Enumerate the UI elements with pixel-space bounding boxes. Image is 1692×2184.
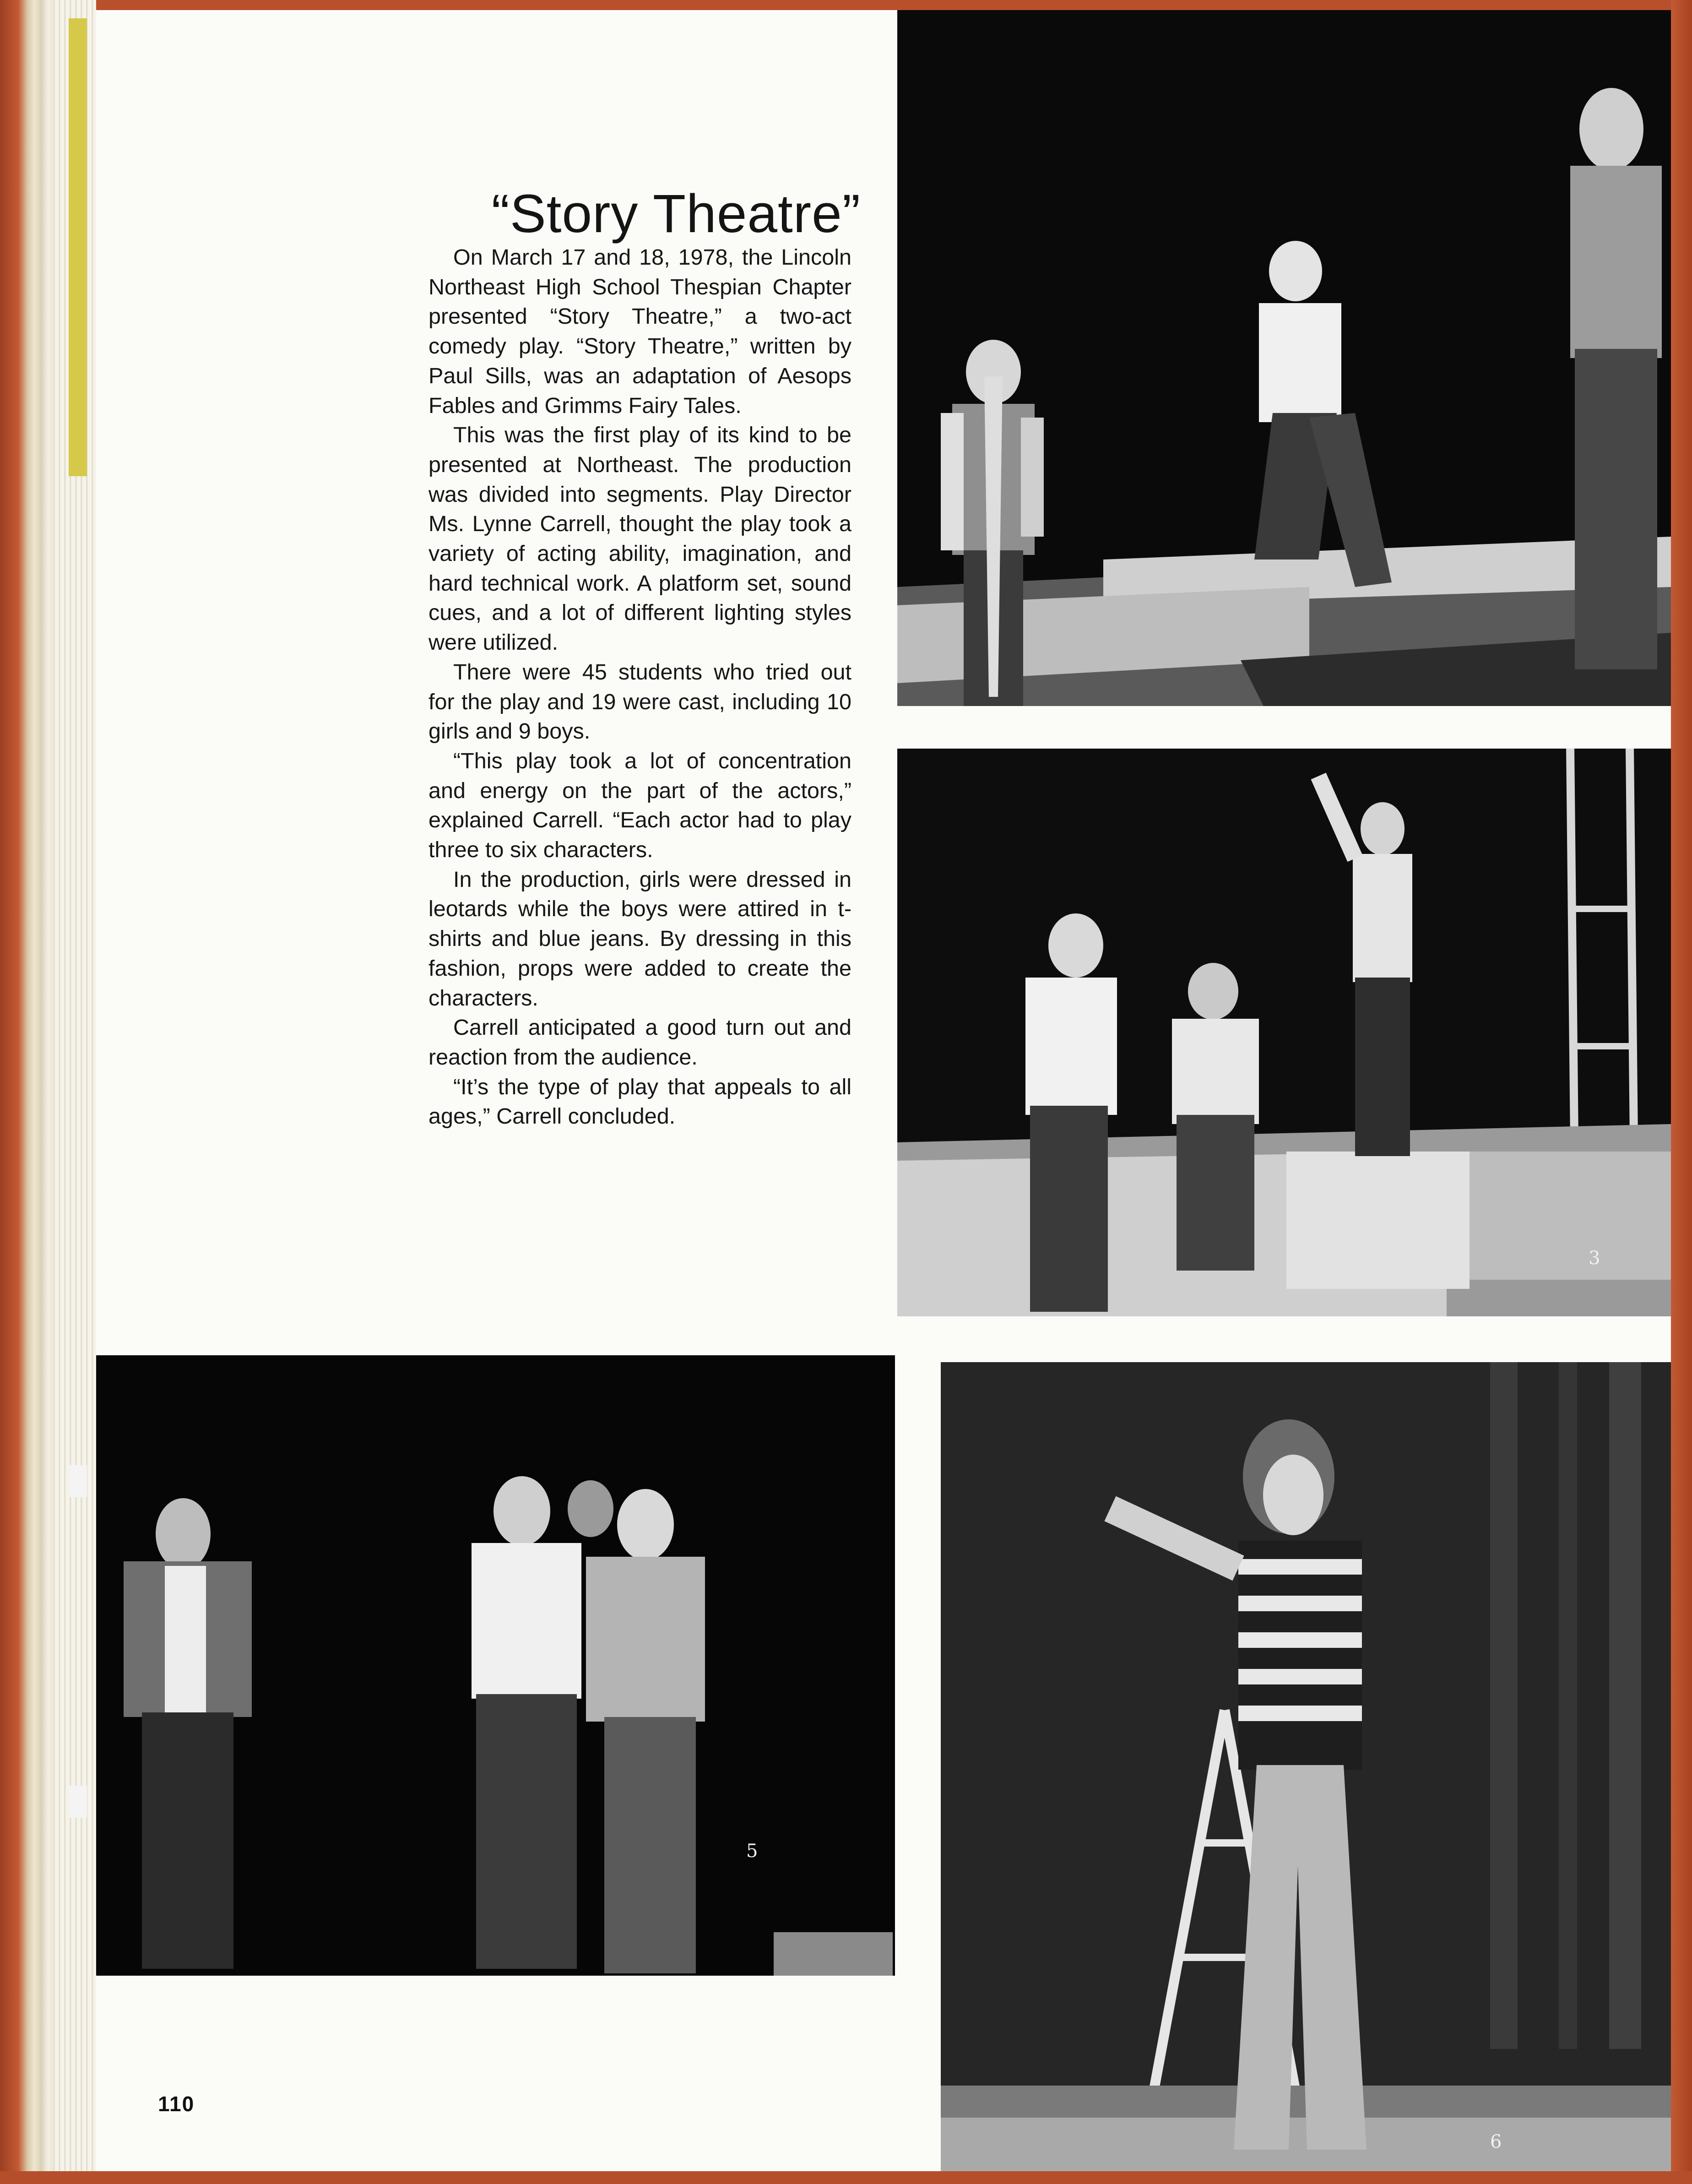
article-paragraph: “It’s the type of play that appeals to all ages,” Carrell concluded. bbox=[428, 1074, 851, 1129]
photo-stage-platform-image bbox=[897, 10, 1671, 706]
article-paragraph: On March 17 and 18, 1978, the Lincoln Northeast High School Thespian Chapter presented “Story Theatre,” a two-act comedy play. “Story Theatre,” written by Paul Sills, was an adaptation of Aesops Fables and Grimms Fairy Tales. bbox=[428, 245, 851, 418]
article-paragraph: This was the first play of its kind to be presented at Northeast. The production was divided into segments. Play Director Ms. Lynne Carrell, thought the play took a variety of acting ability, imagination, and hard technical work. A platform set, sound cues, and a lot of different lighting styles were utilized. bbox=[428, 423, 851, 655]
page-edge-tab bbox=[69, 1786, 87, 1818]
photo-bottom-left bbox=[96, 1355, 895, 1976]
photo-number: 5 bbox=[746, 1841, 758, 1862]
headline: “Story Theatre” bbox=[491, 184, 861, 244]
page-edge-marker bbox=[69, 18, 87, 476]
article-paragraph: There were 45 students who tried out for the play and 19 were cast, including 10 girls and 9 boys. bbox=[428, 659, 851, 744]
photo-top-right bbox=[897, 10, 1671, 706]
photo-actress-pointing-image bbox=[941, 1362, 1671, 2177]
photo-stage-action-image bbox=[897, 749, 1671, 1316]
photo-middle-right bbox=[897, 749, 1671, 1316]
photo-number: 6 bbox=[1490, 2131, 1502, 2152]
page-number: 110 bbox=[158, 2092, 195, 2116]
article-paragraph: “This play took a lot of concentration and energy on the part of the actors,” explained Carrell. “Each actor had to play three to six characters. bbox=[428, 748, 851, 863]
photo-bottom-right bbox=[941, 1362, 1671, 2177]
book-binding bbox=[0, 0, 55, 2184]
cover-edge-bottom bbox=[0, 2171, 1692, 2184]
photo-number: 3 bbox=[1589, 1248, 1600, 1269]
article-body bbox=[428, 243, 851, 1131]
photo-cast-lineup-image bbox=[96, 1355, 895, 1976]
page-edge-tab bbox=[69, 1465, 87, 1497]
cover-edge-right bbox=[1671, 0, 1692, 2184]
article-paragraph: Carrell anticipated a good turn out and reaction from the audience. bbox=[428, 1015, 851, 1070]
article-paragraph: In the production, girls were dressed in leotards while the boys were attired in t-shirts and blue jeans. By dressing in this fashion, props were added to create the characters. bbox=[428, 867, 851, 1011]
